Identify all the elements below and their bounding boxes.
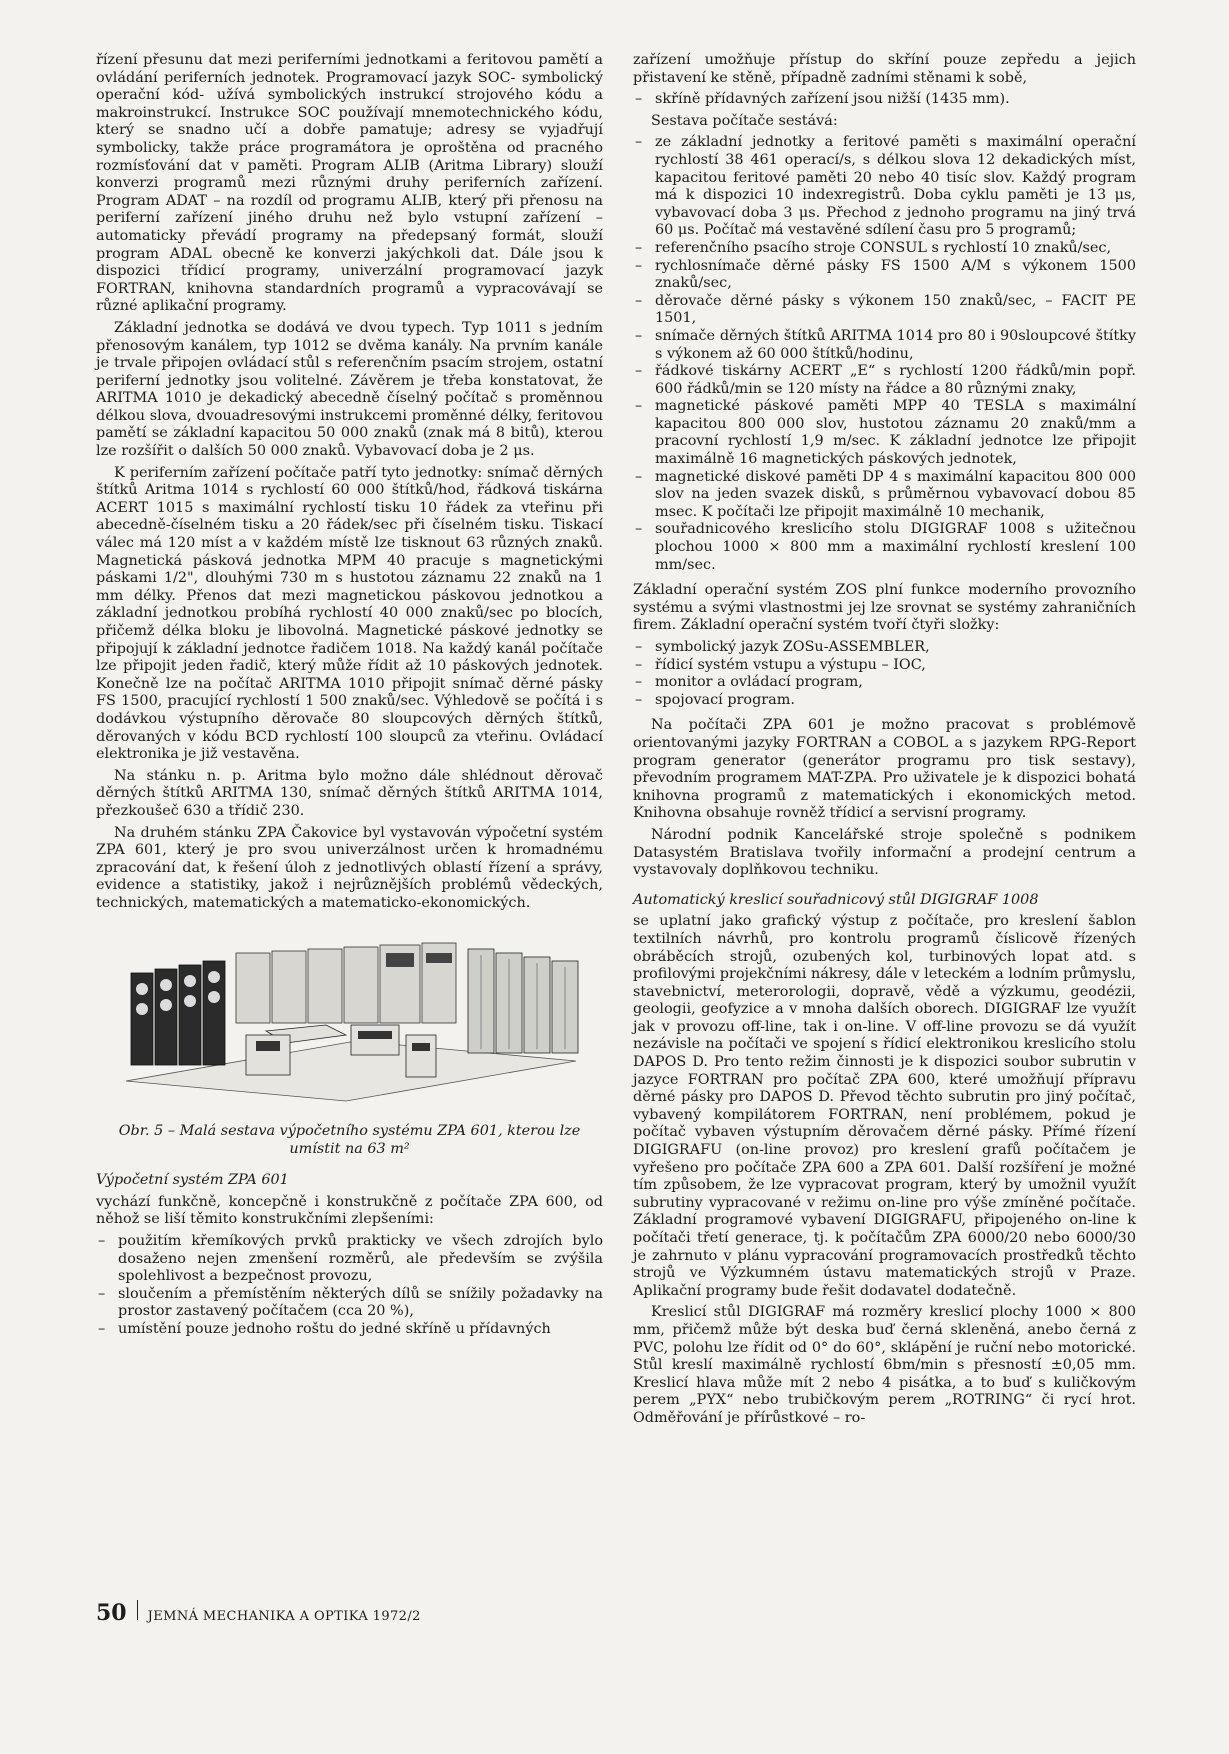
list-item: – symbolický jazyk ZOSu-ASSEMBLER,: [633, 639, 1136, 657]
list-item: – řádkové tiskárny ACERT „E“ s rychlostí 1200 řádků/min popř. 600 řádků/min se 120 místy na řádce a 80 různými znaky,: [633, 363, 1136, 398]
paragraph: zařízení umožňuje přístup do skříní pouze zepředu a jejich přistavení ke stěně, případně zadními stěnami k sobě,: [633, 52, 1136, 86]
paragraph: Základní operační systém ZOS plní funkce moderního provozního systému a svými vlastnostmi jej lze srovnat se systémy zahraničních firem. Základní operační systém tvoří čtyři složky:: [633, 582, 1136, 634]
list-item: – monitor a ovládací program,: [633, 674, 1136, 692]
list-item: – umístění pouze jednoho roštu do jedné skříně u přídavných: [96, 1321, 603, 1339]
list-item: – spojovací program.: [633, 692, 1136, 710]
figure-caption: Obr. 5 – Malá sestava výpočetního systému ZPA 601, kterou lze umístit na 63 m²: [118, 1123, 581, 1157]
paragraph: Na druhém stánku ZPA Čakovice byl vystavován výpočetní systém ZPA 601, který je pro svou univerzálnost určen k hromadnému zpracování dat, k řešení úloh z jednotlivých oblastí řízení a správy, evidence a statistiky, jakož i nejrůznějších problémů vědeckých, technických, matematických a matematicko-ekonomických.: [96, 824, 603, 911]
list-item: – rychlosnímače děrné pásky FS 1500 A/M s výkonem 1500 znaků/sec,: [633, 258, 1136, 293]
list-item: – ze základní jednotky a feritové paměti s maximální operační rychlostí 38 461 operací/s, s délkou slova 12 dekadických míst, kapacitou feritové paměti 20 nebo 40 tisíc slov. Každý program má k dispozici 10 indexregistrů. Doba cyklu paměti je 13 μs, vybavovací doba 3 μs. Přechod z jednoho programu na jiný trvá 60 μs. Počítač má vestavěné sdílení času pro 5 programů;: [633, 134, 1136, 240]
list-item: – snímače děrných štítků ARITMA 1014 pro 80 i 90sloupcové štítky s výkonem až 60 000 štítků/hodinu,: [633, 328, 1136, 363]
paragraph: Základní jednotka se dodává ve dvou typech. Typ 1011 s jedním přenosovým kanálem, typ 1012 se dvěma kanály. Na prvním kanále je trvale připojen ovládací stůl s referenčním psacím strojem, ostatní periferní jednotky jsou volitelné. Závěrem je třeba konstatovat, že ARITMA 1010 je dekadický abecedně číselný počítač s proměnnou délkou slova, dvouadresovými instrukcemi proměnné délky, feritovou pamětí se základní kapacitou 50 000 znaků (znak má 8 bitů), kterou lze rozšířit o dalších 50 000 znaků. Vybavovací doba je 2 μs.: [96, 319, 603, 460]
list-item: – řídicí systém vstupu a výstupu – IOC,: [633, 657, 1136, 675]
list-item: – magnetické páskové paměti MPP 40 TESLA s maximální kapacitou 800 000 slov, hustotou záznamu 20 znaků/mm a pracovní rychlostí 1,9 m/sec. K základní jednotce lze připojit maximálně 16 magnetických páskových jednotek,: [633, 398, 1136, 468]
section-heading: Automatický kreslicí souřadnicový stůl DIGIGRAF 1008: [633, 891, 1039, 908]
right-column: [633, 52, 1136, 1432]
list-item: – skříně přídavných zařízení jsou nižší (1435 mm).: [633, 91, 1136, 109]
list-item: – magnetické diskové paměti DP 4 s maximální kapacitou 800 000 slov na jeden svazek disků, s průměrnou vybavovací dobou 85 msec. K počítači lze připojit maximálně 10 mechanik,: [633, 469, 1136, 522]
section-heading: Výpočetní systém ZPA 601: [96, 1172, 289, 1189]
paragraph: Národní podnik Kancelářské stroje společně s podnikem Datasystém Bratislava tvořily informační a prodejní centrum a vystavovaly doplňkovou techniku.: [633, 826, 1136, 879]
improvement-list: [96, 1233, 603, 1339]
list: [633, 91, 1136, 109]
list-item: – děrovače děrné pásky s výkonem 150 znaků/sec, – FACIT PE 1501,: [633, 293, 1136, 328]
paragraph: se uplatní jako grafický výstup z počítače, pro kreslení šablon textilních návrhů, pro kontrolu programů číslicově řízených obráběcích strojů, ozubených kol, turbinových lopat atd. s profilovými projekčními nákresy, dále v leteckém a lodním průmyslu, stavebnictví, meterorologii, dopravě, vědě a výzkumu, geodézii, geologii, geofyzice a v mnoha dalších oborech. DIGIGRAF lze využít jak v provozu off-line, tak i on-line. V off-line provozu se dá využít nezávisle na počítači ve spojení s řídicí elektronikou kreslicího stolu DAPOS D. Pro tento režim činnosti je k dispozici soubor subrutin v jazyce FORTRAN pro počítač ZPA 600, které umožňují přípravu děrné pásky pro DAPOS D. Převod těchto subrutin pro jiný počítač, vybavený kompilátorem FORTRAN, není problémem, pokud je počítač vybaven výstupním děrovačem děrné pásky. Přímé řízení DIGIGRAFU (on-line provoz) pro kreslení grafů počítačem je vyřešeno pro počítače ZPA 600 a ZPA 601. Další rozšíření je možné tím způsobem, že lze vypracovat program, který by umožnil využít subrutiny vypracované v režimu on-line pro výše zmíněné počítače. Základní programové vybavení DIGIGRAFU, připojeného on-line k počítači třetí generace, tj. k počítačům ZPA 6000/20 nebo 6000/30 je zahrnuto v plánu vypracování programovacích prostředků těchto strojů ve Výzkumném ústavu matematických strojů v Praze. Aplikační programy bude řešit dodavatel dodatečně.: [633, 913, 1136, 1299]
list-item: – referenčního psacího stroje CONSUL s rychlostí 10 znaků/sec,: [633, 240, 1136, 258]
paragraph: Na stánku n. p. Aritma bylo možno dále shlédnout děrovač děrných štítků ARITMA 130, snímač děrných štítků ARITMA 1014, přezkoušeč 630 a třídič 230.: [96, 767, 603, 819]
journal-name: JEMNÁ MECHANIKA A OPTIKA 1972/2: [147, 1609, 421, 1624]
divider: [137, 1600, 138, 1620]
page-number: 50: [96, 1600, 127, 1626]
paragraph: Sestava počítače sestává:: [651, 112, 838, 129]
paragraph: Na počítači ZPA 601 je možno pracovat s problémově orientovanými jazyky FORTRAN a COBOL a s jazykem RPG-Report program generator (generátor programu pro tisk sestavy), převodním programem MAT-ZPA. Pro uživatele je k dispozici bohatá knihovna programů z matematických i ekonomických metod. Knihovna obsahuje rovněž třídicí a servisní programy.: [633, 717, 1136, 822]
page-footer: [96, 1600, 421, 1626]
list-item: – souřadnicového kreslicího stolu DIGIGRAF 1008 s užitečnou plochou 1000 × 800 mm a maximální rychlostí kreslení 100 mm/sec.: [633, 521, 1136, 574]
paragraph: K periferním zařízení počítače patří tyto jednotky: snímač děrných štítků Aritma 1014 s rychlostí 60 000 štítků/hod, řádková tiskárna ACERT 1015 s maximální rychlostí tisku 10 řádek za vteřinu při abecedně-číselném tisku a 20 řádek/sec při číselném tisku. Tiskací válec má 120 míst a v každém místě lze tisknout 63 různých znaků. Magnetická pásková jednotka MPM 40 pracuje s magnetickými páskami 1/2", dlouhými 730 m s hustotou záznamu 22 znaků na 1 mm délky. Přenos dat mezi magnetickou páskovou jednotkou a základní jednotkou probíhá rychlostí 40 000 znaků/sec po blocích, přičemž délka bloku je libovolná. Magnetické páskové jednotky se připojují k základní jednotce řadičem 1018. Na každý kanál počítače lze připojit jeden řadič, který může řídit až 10 páskových jednotek. Konečně lze na počítač ARITMA 1010 připojit snímač děrné pásky FS 1500, pracující rychlostí 1 500 znaků/sec. Výhledově se počítá i s dodávkou výstupního děrovače 80 sloupcových děrných štítků, děrovaných v kódu BCD rychlostí 100 sloupců za vteřinu. Ovládací elektronika je již vestavěna.: [96, 464, 603, 763]
paragraph: řízení přesunu dat mezi periferními jednotkami a feritovou pamětí a ovládání periferních jednotek. Programovací jazyk SOC- symbolický operační kód- užívá symbolických instrukcí strojového kódu a makroinstrukcí. Instrukce SOC používají mnemotechnického kódu, který se snadno učí a dobře pamatuje; adresy se vyjadřují symbolicky, takže práce programátora je oproštěna od pracného rozmísťování dat v paměti. Program ALIB (Aritma Library) slouží konverzi programů mezi různými druhy periferních zařízení. Program ADAT – na rozdíl od programu ALIB, který při přenosu na periferní zařízení jiného druhu než bylo vstupní zařízení – automaticky převádí programy na předepsaný formát, slouží program ADAL obecně ke konverzi jakýchkoli dat. Dále jsou k dispozici třídicí programy, univerzální programovací jazyk FORTRAN, knihovna standardních programů a vypracovávají se různé aplikační programy.: [96, 52, 603, 315]
list-item: – sloučením a přemístěním některých dílů se snížily požadavky na prostor zastavený počítačem (cca 20 %),: [96, 1286, 603, 1321]
computer-room-illustration: [96, 931, 603, 1106]
left-column: [96, 52, 603, 1343]
list-item: – použitím křemíkových prvků prakticky ve všech zdrojích bylo dosaženo nejen zmenšení rozměrů, ale především se zvýšila spolehlivost a bezpečnost provozu,: [96, 1233, 603, 1286]
paragraph: Kreslicí stůl DIGIGRAF má rozměry kreslicí plochy 1000 × 800 mm, přičemž může být deska buď černá skleněná, anebo černá z PVC, polohu lze řídit od 0° do 60°, sklápění je ruční nebo motorické. Stůl kreslí maximálně rychlostí 6bm/min s přesností ±0,05 mm. Kreslicí hlava může mít 2 nebo 4 pisátka, a to buď s kuličkovým perem „PYX“ nebo trubičkovým perem „ROTRING“ či rycí hrot. Odměřování je přírůstkové – ro-: [633, 1304, 1136, 1426]
paragraph: vychází funkčně, koncepčně i konstrukčně z počítače ZPA 600, od něhož se liší těmito konstrukčními zlepšeními:: [96, 1193, 603, 1228]
os-components-list: [633, 639, 1136, 709]
configuration-list: [633, 134, 1136, 574]
